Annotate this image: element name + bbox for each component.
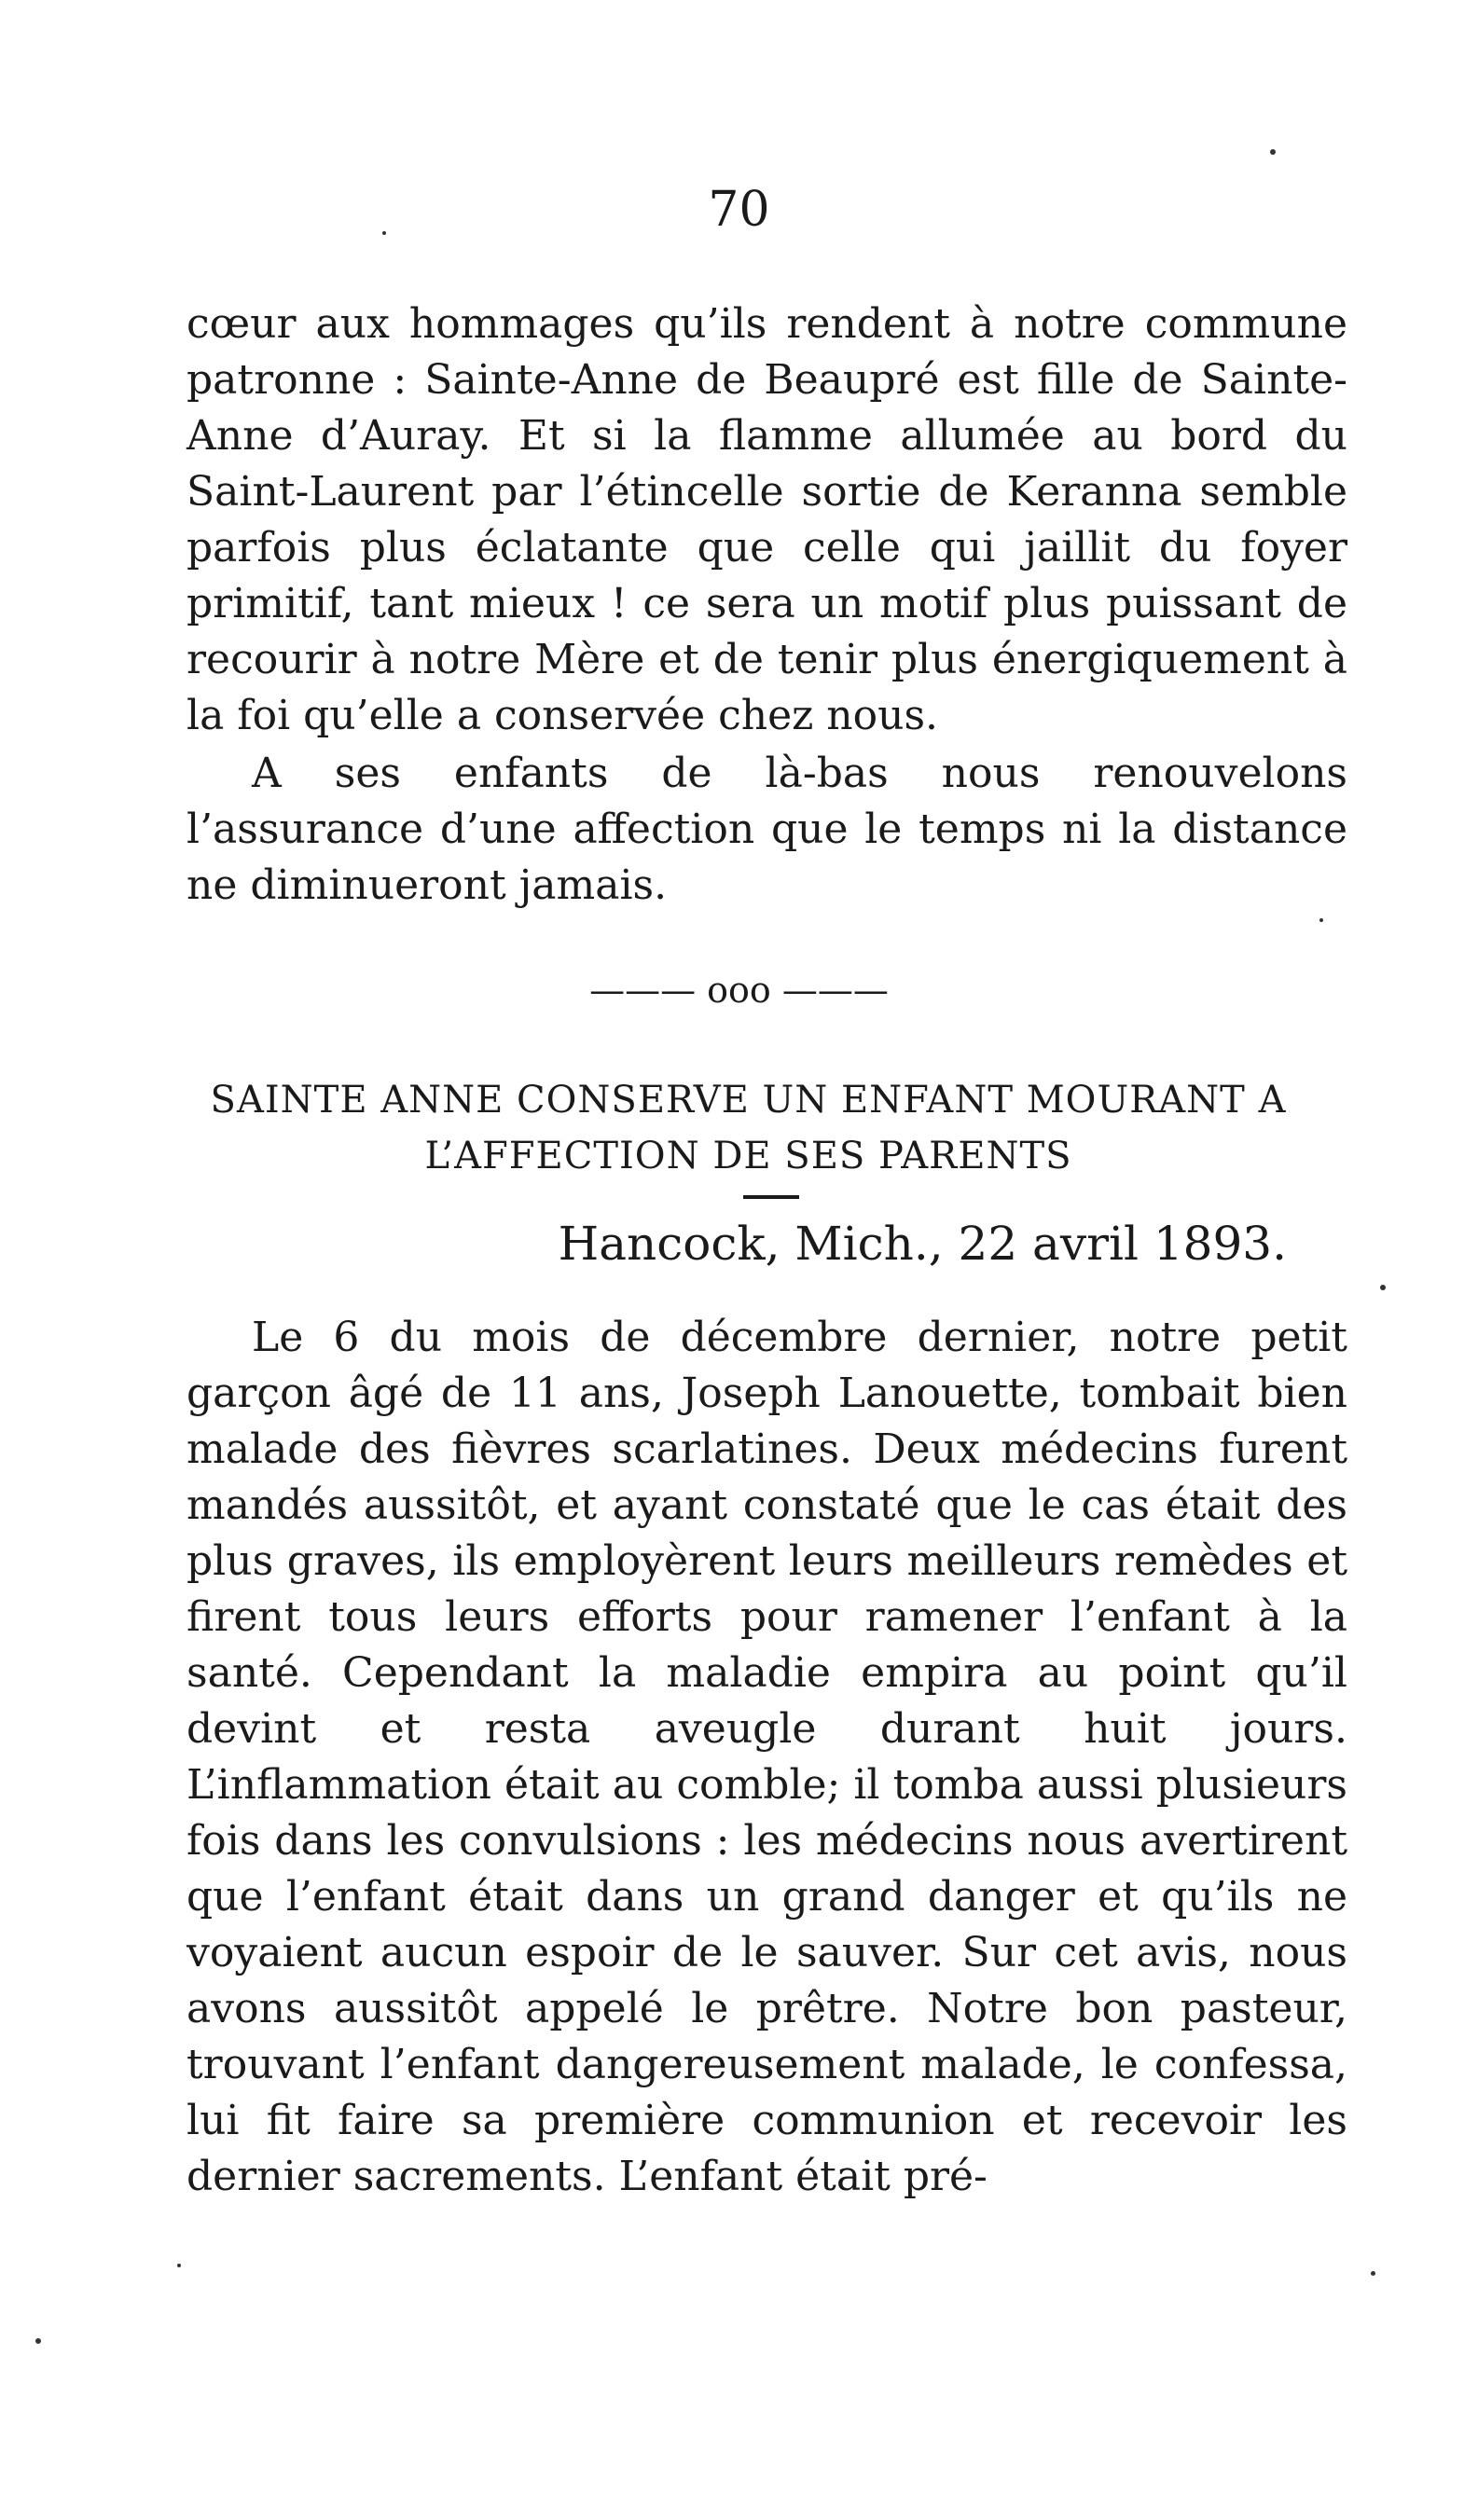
print-speck: [1371, 2271, 1375, 2276]
paragraph-text: Le 6 du mois de décembre dernier, notre petit garçon âgé de 11 ans, Joseph Lanouette, tombait bien malade des fièvres scarlatines. Deux médecins furent mandés aussitôt, et ayant constaté que le cas était des plus graves, ils employèrent leurs meilleurs remèdes et firent tous leurs efforts pour ramener l’enfant à la santé. Cependant la maladie empira au point qu’il devint et resta aveugle durant huit jours. L’inflammation était au comble; il tomba aussi plusieurs fois dans les convulsions : les médecins nous avertirent que l’enfant était dans un grand danger et qu’ils ne voyaient aucun espoir de le sauver. Sur cet avis, nous avons aussitôt appelé le prêtre. Notre bon pasteur, trouvant l’enfant dangereusement malade, le confessa, lui fit faire sa première communion et recevoir les dernier sacrements. L’enfant était pré-: [186, 1314, 1347, 2200]
continued-paragraph: [186, 296, 1347, 744]
page-number: 70: [708, 182, 770, 238]
print-speck: [35, 2338, 41, 2344]
letter-dateline: Hancock, Mich., 22 avril 1893.: [558, 1217, 1287, 1271]
print-speck: [1319, 918, 1323, 922]
print-speck: [382, 231, 386, 235]
print-speck: [1270, 149, 1276, 155]
heading-line-1: SAINTE ANNE CONSERVE UN ENFANT MOURANT A: [210, 1079, 1287, 1122]
article-heading: [149, 1072, 1347, 1184]
closing-paragraph: [186, 746, 1347, 914]
paragraph-text: cœur aux hommages qu’ils rendent à notre commune patronne : Sainte-Anne de Beaupré est fille de Sainte-Anne d’Auray. Et si la flamme allumée au bord du Saint-Laurent par l’étincelle sortie de Keranna semble parfois plus éclatante que celle qui jaillit du foyer primitif, tant mieux ! ce sera un motif plus puissant de recourir à notre Mère et de tenir plus énergiquement à la foi qu’elle a conservée chez nous.: [186, 300, 1347, 739]
section-separator: ——— ooo ———: [589, 970, 889, 1011]
letter-paragraph: [186, 1310, 1347, 2205]
heading-line-2: L’AFFECTION DE SES PARENTS: [424, 1135, 1072, 1177]
print-speck: [1380, 1285, 1386, 1290]
heading-rule: [743, 1195, 799, 1199]
print-speck: [177, 2264, 181, 2267]
paragraph-text: A ses enfants de là-bas nous renouvelons l’assurance d’une affection que le temps ni la distance ne diminueront jamais.: [186, 750, 1347, 909]
